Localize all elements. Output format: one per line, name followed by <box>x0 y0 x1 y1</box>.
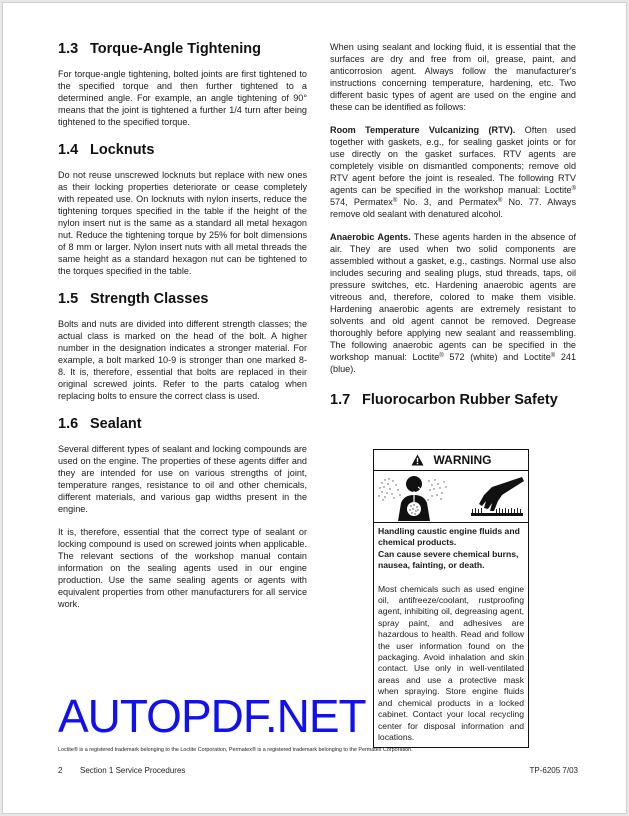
section-heading: 1.3 Torque-Angle Tightening <box>58 41 262 57</box>
left-column <box>58 3 307 623</box>
paragraph: Bolts and nuts are divided into different strength classes; the actual class is marked on the head of the bolt. A higher number in the designation indicates a stronger material. For example, a bolt marked 10-9 is stronger than one marked 8-8. It is, therefore, essential that bolts are replaced in their original screwed joints. Refer to the parts catalog when replacing bolts to ensure the correct class is used. <box>58 319 307 401</box>
trademark-footnote: Loctite® is a registered trademark belonging to the Loctite Corporation, Permatex® is a registered trademark belonging to the Permatex Corporation. <box>58 747 413 753</box>
warning-box <box>373 449 529 748</box>
section-heading: 1.7 Fluorocarbon Rubber Safety <box>330 392 558 408</box>
document-id: TP-6205 7/03 <box>529 766 578 775</box>
right-column <box>330 3 576 409</box>
anaerobic-lead: Anaerobic Agents. <box>330 232 411 242</box>
paragraph: For torque-angle tightening, bolted joints are first tightened to the specified torque and then further tightened to a determined angle. For example, an angle tightening of 90° means that the joint is tightened a further 1/4 turn after being tightened to the specified torque. <box>58 69 307 127</box>
paragraph: Do not reuse unscrewed locknuts but replace with new ones as their locking properties deteriorate or cease completely with repeated use. On locknuts with nylon inserts, reduce the tightening torques specified in the table if the height of the nylon insert nut is the same as a standard all metal hexagon nut. Reduce the tightening torque by 25% for bolt dimensions of 8 mm or larger. Nylon insert nuts with all metal threads the same height as a standard hexagon nut can be tightened to the torques specified in the table. <box>58 170 307 276</box>
alert-triangle-icon <box>411 454 424 466</box>
warning-consequence: Can cause severe chemical burns, nausea, fainting, or death. <box>378 548 519 571</box>
section-1-7 <box>330 391 576 409</box>
page-number: 2 <box>58 766 63 775</box>
anaerobic-paragraph: Anaerobic Agents. These agents harden in the absence of air. They are used when two solid components are assembled without a gasket, e.g., castings. Normal use also includes securing and sealing plugs, stud threads, taps, oil pressure switches, etc. Hardening anaerobic agents are vitreous and, therefore, colored to make them visible. Hardening anaerobic agents are extremely resistant to solvents and old agent cannot be removed. Degrease thoroughly before applying new sealant and reassembling. The following anaerobic agents can be specified in the workshop manual: Loctite® 572 (white) and Loctite® 241 (blue). <box>330 232 577 374</box>
sealant-intro <box>330 41 576 113</box>
section-1-4 <box>58 141 307 277</box>
section-1-5 <box>58 290 307 402</box>
rtv-paragraph: Room Temperature Vulcanizing (RTV). Often used together with gaskets, e.g., for sealing gasket joints or for use directly on the gasket surfaces. RTV agents are completely visible on dismantled components; remove old RTV agent before the joint is resealed. The following RTV agents can be specified in the workshop manual: Loctite® 574, Permatex® No. 3, and Permatex® No. 77. Always remove old sealant with denatured alcohol. <box>330 125 576 219</box>
paragraph: Several different types of sealant and locking compounds are used on the engine. The properties of these agents differ and they are intended for use on various strengths of joint, temperature ranges, resistance to oil and other chemicals, different materials, and various gap widths present in the engine. <box>58 444 307 514</box>
warning-pictograms <box>374 471 528 523</box>
warning-instructions: Most chemicals such as used engine oil, antifreeze/coolant, rustproofing agent, inhibiting oil, degreasing agent, spray paint, and adhesives are hazardous to health. Read and follow the user information found on the packaging. Avoid inhalation and skin contact. Use only in well-ventilated areas and use a protective mask when spraying. Store engine fluids and chemical products in a locked cabinet. Contact your local recycling center for disposal information and locations. <box>378 583 524 742</box>
skin-contact-hazard-icon <box>471 477 524 516</box>
section-heading: 1.6 Sealant <box>58 416 142 432</box>
watermark: AUTOPDF.NET <box>58 690 366 742</box>
page-footer <box>58 766 578 775</box>
pictogram-row <box>374 471 528 522</box>
document-page <box>2 2 627 814</box>
inhalation-hazard-icon <box>378 476 446 521</box>
rtv-lead: Room Temperature Vulcanizing (RTV). <box>330 125 516 135</box>
section-heading: 1.4 Locknuts <box>58 142 155 158</box>
paragraph: It is, therefore, essential that the correct type of sealant or locking compound is used on screwed joints when applicable. The relevant sections of the workshop manual contain information on the sealing agents used in our engine production. Use the same sealing agents or agents with equivalent properties from other manufacturers for all service work. <box>58 527 307 609</box>
paragraph: When using sealant and locking fluid, it is essential that the surfaces are dry and free from oil, grease, paint, and anticorrosion agent. Always follow the manufacturer's instructions concerning temperature, hardening, etc. Two different basic types of agent are used on the engine and these can be identified as follows: <box>330 42 576 112</box>
warning-header: WARNING <box>374 450 528 471</box>
warning-hazard: Handling caustic engine fluids and chemical products. <box>378 526 520 548</box>
footer-section: Section 1 Service Procedures <box>80 766 186 775</box>
section-heading: 1.5 Strength Classes <box>58 291 209 307</box>
section-1-3 <box>58 40 307 128</box>
warning-text <box>374 523 528 747</box>
section-1-6 <box>58 415 307 610</box>
